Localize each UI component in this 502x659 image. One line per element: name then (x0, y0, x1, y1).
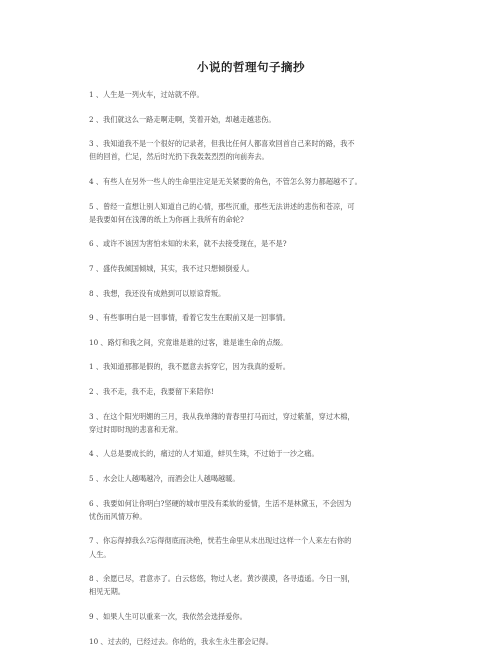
quote-line: 3 、我知道我不是一个很好的记录者，但我比任何人都喜欢回首自己来时的路，我不 (89, 139, 355, 149)
page-title: 小说的哲理句子摘抄 (197, 60, 305, 74)
quote-paragraph (89, 472, 419, 485)
quote-line: 1 、我知道那都是假的，我不愿意去拆穿它，因为我真的爱听。 (89, 362, 290, 372)
quote-line: 8 、余愿已尽，君意亦了。白云悠悠，物过人老。黄沙漠漠，各寻逍遥。今日一别， (89, 574, 355, 584)
quote-paragraph (89, 200, 419, 226)
quote-line: 4 、人总是要成长的，痛过的人才知道，蚌贝生珠，不过始于一沙之痛。 (89, 449, 319, 459)
quote-line: 2 、我们就这么一路走啊走啊，笑着开始，却越走越悲伤。 (89, 114, 276, 124)
quote-paragraph (89, 410, 419, 436)
quote-paragraph (89, 360, 419, 373)
quote-paragraph (89, 137, 419, 163)
quote-paragraph (89, 572, 419, 598)
quote-line: 穿过时即时现的悲喜和无常。 (89, 424, 183, 434)
quote-paragraph (89, 287, 419, 300)
document-body (89, 88, 419, 659)
quote-line: 人生。 (89, 549, 111, 559)
quote-paragraph (89, 497, 419, 523)
quote-line: 9 、如果人生可以重来一次，我依然会选择爱你。 (89, 611, 247, 621)
quote-line: 3 、在这个阳光明媚的三月，我从我单薄的青春里打马而过，穿过紫堇，穿过木棉， (89, 411, 355, 421)
quote-line: 10 、路灯和我之间，究竟谁是谁的过客，谁是谁生命的点缀。 (89, 337, 288, 347)
quote-paragraph (89, 336, 419, 349)
quote-paragraph (89, 385, 419, 398)
quote-line: 5 、水会让人越喝越冷，而酒会让人越喝越暖。 (89, 473, 240, 483)
quote-line: 忧伤而风情万种。 (89, 511, 147, 521)
quote-line: 相见无期。 (89, 587, 125, 597)
quote-line: 6 、或许不该因为害怕未知的未来，就不去接受现在，是不是? (89, 239, 287, 249)
quote-paragraph (89, 175, 419, 188)
quote-paragraph (89, 534, 419, 560)
quote-paragraph (89, 311, 419, 324)
quote-paragraph (89, 447, 419, 460)
quote-line: 5 、曾经一直想让别人知道自己的心情，那些沉重，那些无法讲述的悲伤和苍凉，可 (89, 201, 355, 211)
quote-paragraph (89, 262, 419, 275)
quote-line: 8 、我想，我还没有成熟到可以原谅背叛。 (89, 288, 226, 298)
quote-paragraph (89, 88, 419, 101)
quote-line: 2 、我不走，我不走，我要留下来陪你! (89, 386, 214, 396)
quote-line: 4 、有些人在另外一些人的生命里注定是无关紧要的角色，不管怎么努力都超越不了。 (89, 176, 362, 186)
quote-paragraph (89, 113, 419, 126)
quote-line: 7 、盛传我倾国倾城，其实，我不过只想倾倒爱人。 (89, 263, 254, 273)
quote-line: 9 、有些事明白是一回事情，看着它发生在眼前又是一回事情。 (89, 313, 290, 323)
quote-line: 是我要如何在浅薄的纸上为你画上我所有的命轮? (89, 214, 244, 224)
quote-paragraph (89, 635, 419, 648)
quote-line: 10 、过去的，已经过去。你给的，我永生永生都会记得。 (89, 636, 273, 646)
quote-paragraph (89, 237, 419, 250)
quote-line: 1 、人生是一列火车，过站就不停。 (89, 90, 204, 99)
quote-line: 6 、我要如何让你明白?坚硬的城市里没有柔软的爱情，生活不是林黛玉，不会因为 (89, 498, 352, 508)
quote-paragraph (89, 610, 419, 623)
quote-line: 7 、你忘得掉我么?忘得彻底而决绝，恍若生命里从未出现过这样一个人来左右你的 (89, 536, 352, 546)
quote-line: 但的回首，伫足，然后时光扔下我轰轰烈烈的向前奔去。 (89, 152, 269, 162)
